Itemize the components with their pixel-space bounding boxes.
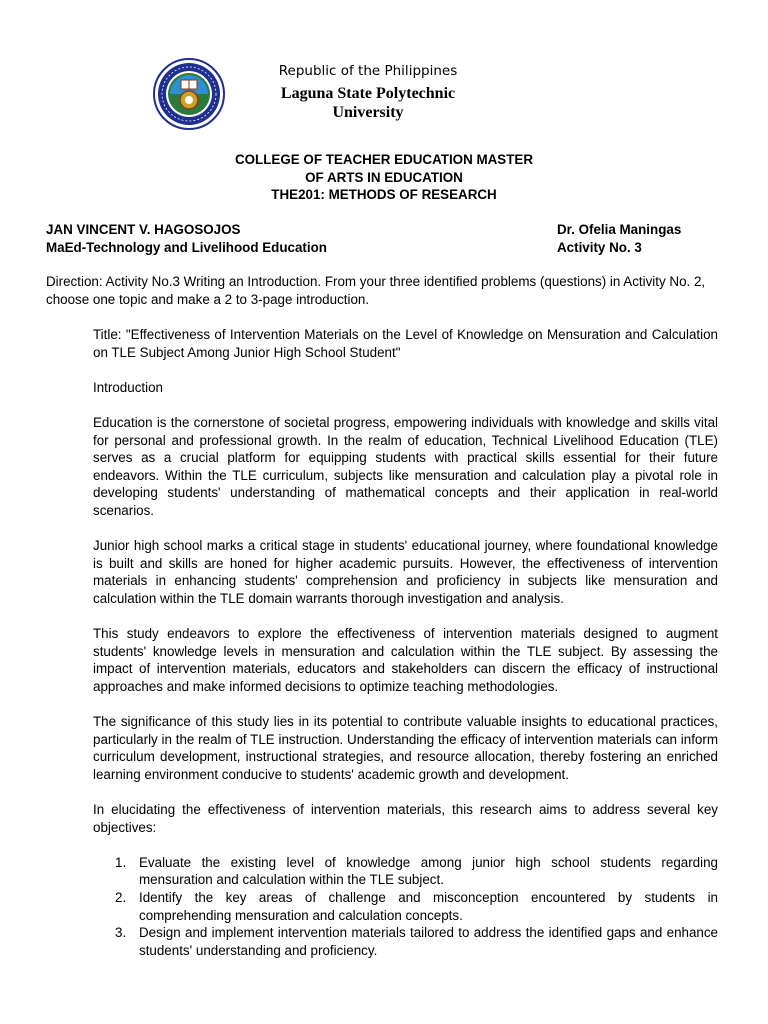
university-name-line2: University [332, 104, 404, 121]
direction-text: Direction: Activity No.3 Writing an Introduction. From your three identified problems (questions) in Activity No. 2, choose one topic and make a 2 to 3-page introduction. [46, 274, 706, 307]
college-line2: OF ARTS IN EDUCATION [305, 169, 463, 185]
paragraph: Education is the cornerstone of societal progress, empowering individuals with knowledge and skills vital for personal and professional growth. In the realm of education, Technical Livelihood Education (TLE) serves as a crucial platform for equipping students with practical skills essential for their future endeavors. Within the TLE curriculum, subjects like mensuration and calculation play a pivotal role in developing students' understanding of mathematical concepts and their application in real-world scenarios. [93, 414, 718, 518]
list-text: Evaluate the existing level of knowledge among junior high school students regarding mensuration and calculation within the TLE subject. [139, 854, 718, 888]
list-text: Identify the key areas of challenge and misconception encountered by students in comprehending mensuration and calculation concepts. [139, 890, 718, 923]
activity-number: Activity No. 3 [557, 239, 642, 255]
university-seal-icon [153, 58, 225, 130]
paragraph: The significance of this study lies in its potential to contribute valuable insights to educational practices, particularly in the realm of TLE instruction. Understanding the efficacy of intervention materials can inform curriculum development, instructional strategies, and resource allocation, thereby fostering an enriched learning environment conducive to students' academic growth and development. [93, 714, 718, 782]
list-text: Design and implement intervention materials tailored to address the identified gaps and enhance students' understanding and proficiency. [139, 925, 718, 958]
section-heading: Introduction [93, 379, 163, 395]
author-program: MaEd-Technology and Livelihood Education [46, 239, 327, 255]
list-number: 3. [115, 925, 127, 941]
list-item [93, 924, 718, 959]
instructor-block [557, 221, 681, 256]
instructor-name: Dr. Ofelia Maningas [557, 222, 682, 237]
list-number: 2. [115, 890, 127, 905]
university-name-line1: Laguna State Polytechnic [280, 85, 456, 102]
list-number: 1. [115, 854, 127, 870]
author-block [46, 221, 327, 256]
list-item [93, 854, 718, 889]
paragraph: This study endeavors to explore the effectiveness of intervention materials designed to augment students' knowledge levels in mensuration and calculation within the TLE subject. By assessing the impact of intervention materials, educators and stakeholders can discern the efficacy of instructional approaches and make informed decisions to optimize teaching methodologies. [93, 626, 718, 694]
course-title: THE201: METHODS OF RESEARCH [271, 187, 497, 202]
university-name [240, 84, 496, 122]
college-heading [150, 151, 618, 204]
paragraph: Junior high school marks a critical stage in students' educational journey, where foundational knowledge is built and skills are honed for higher academic pursuits. However, the effectiveness of intervention materials in enhancing students' comprehension and proficiency in subjects like mensuration and calculation within the TLE domain warrants thorough investigation and analysis. [93, 538, 718, 606]
body-content [93, 326, 718, 959]
paper-title: Title: "Effectiveness of Intervention Materials on the Level of Knowledge on Mensuration and Calculation on TLE Subject Among Junior High School Student" [93, 327, 718, 360]
author-name: JAN VINCENT V. HAGOSOJOS [46, 222, 241, 237]
republic-line: Republic of the Philippines [278, 63, 458, 79]
list-item [93, 889, 718, 924]
objectives-list [93, 854, 718, 960]
paragraph: In elucidating the effectiveness of intervention materials, this research aims to address several key objectives: [93, 802, 718, 835]
college-line1: COLLEGE OF TEACHER EDUCATION MASTER [234, 152, 534, 167]
